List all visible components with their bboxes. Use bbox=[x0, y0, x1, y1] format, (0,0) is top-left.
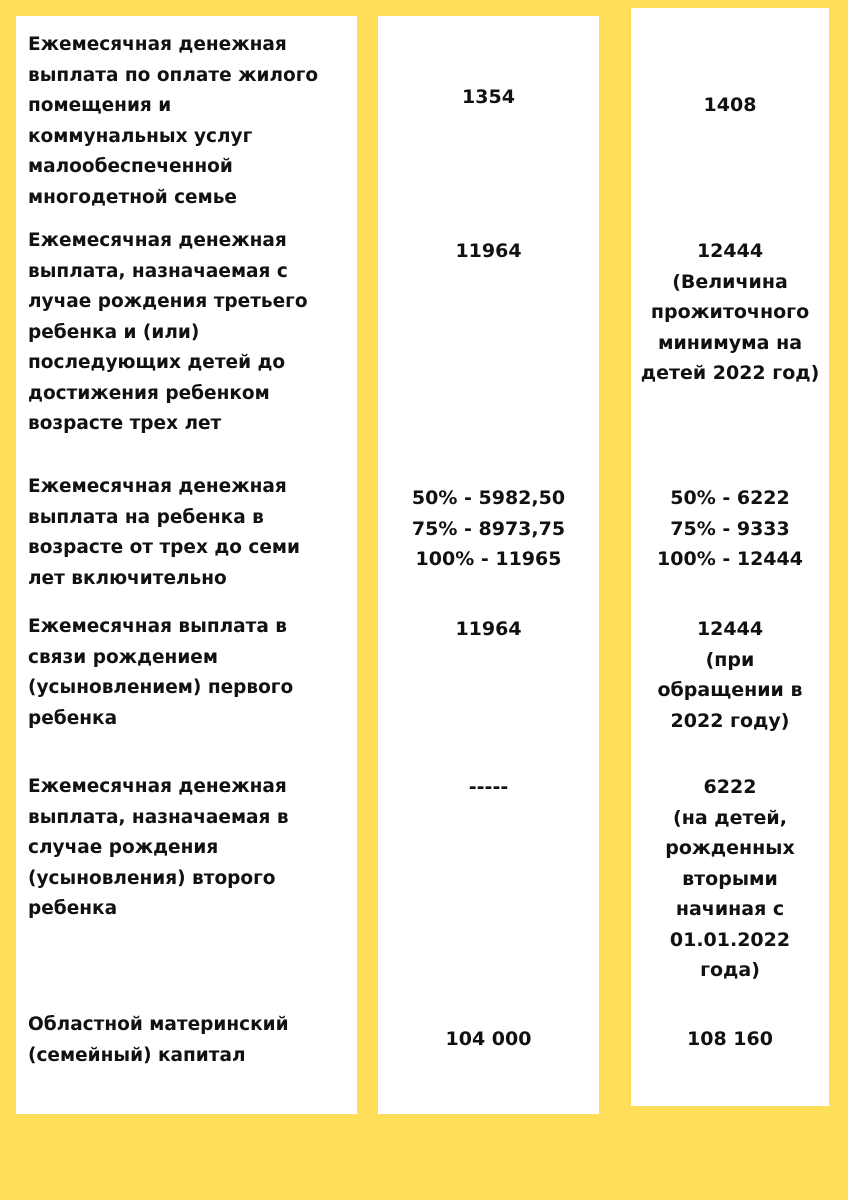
row-5-value-2022: 6222 (на детей, рожденных вторыми начиная с 01.01.2022 года) bbox=[665, 776, 795, 981]
values-2021-column bbox=[378, 16, 599, 1114]
row-4-value-2022: 12444 (при обращении в 2022 году) bbox=[657, 618, 803, 732]
row-6-value-2021: 104 000 bbox=[445, 1028, 532, 1050]
row-6-label: Областной материнский (семейный) капитал bbox=[28, 1014, 289, 1066]
row-1-label: Ежемесячная денежная выплата по оплате жилого помещения и коммунальных услуг малообеспеченной многодетной семье bbox=[28, 34, 319, 208]
row-5-value-2021: ----- bbox=[468, 776, 509, 798]
row-1-value-2021: 1354 bbox=[462, 86, 515, 108]
row-2-value-2022: 12444 (Величина прожиточного минимума на детей 2022 год) bbox=[640, 240, 820, 384]
row-1-value-2022: 1408 bbox=[703, 94, 757, 116]
row-5-label: Ежемесячная денежная выплата, назначаемая в случае рождения (усыновления) второго ребенка bbox=[28, 776, 289, 919]
row-4-value-2021: 11964 bbox=[455, 618, 522, 640]
row-3-label: Ежемесячная денежная выплата на ребенка в возрасте от трех до семи лет включительно bbox=[28, 476, 301, 589]
row-6-value-2022: 108 160 bbox=[687, 1028, 773, 1050]
row-3-value-2021: 50% - 5982,50 75% - 8973,75 100% - 11965 bbox=[411, 487, 566, 570]
row-4-label: Ежемесячная выплата в связи рождением (усыновлением) первого ребенка bbox=[28, 616, 294, 729]
row-3-value-2022: 50% - 6222 75% - 9333 100% - 12444 bbox=[657, 487, 803, 570]
row-2-value-2021: 11964 bbox=[455, 240, 522, 262]
labels-column bbox=[16, 16, 357, 1114]
values-2022-column bbox=[631, 8, 829, 1106]
row-2-label: Ежемесячная денежная выплата, назначаемая с лучае рождения третьего ребенка и (или) последующих детей до достижения ребенком возрасте трех лет bbox=[28, 230, 308, 434]
